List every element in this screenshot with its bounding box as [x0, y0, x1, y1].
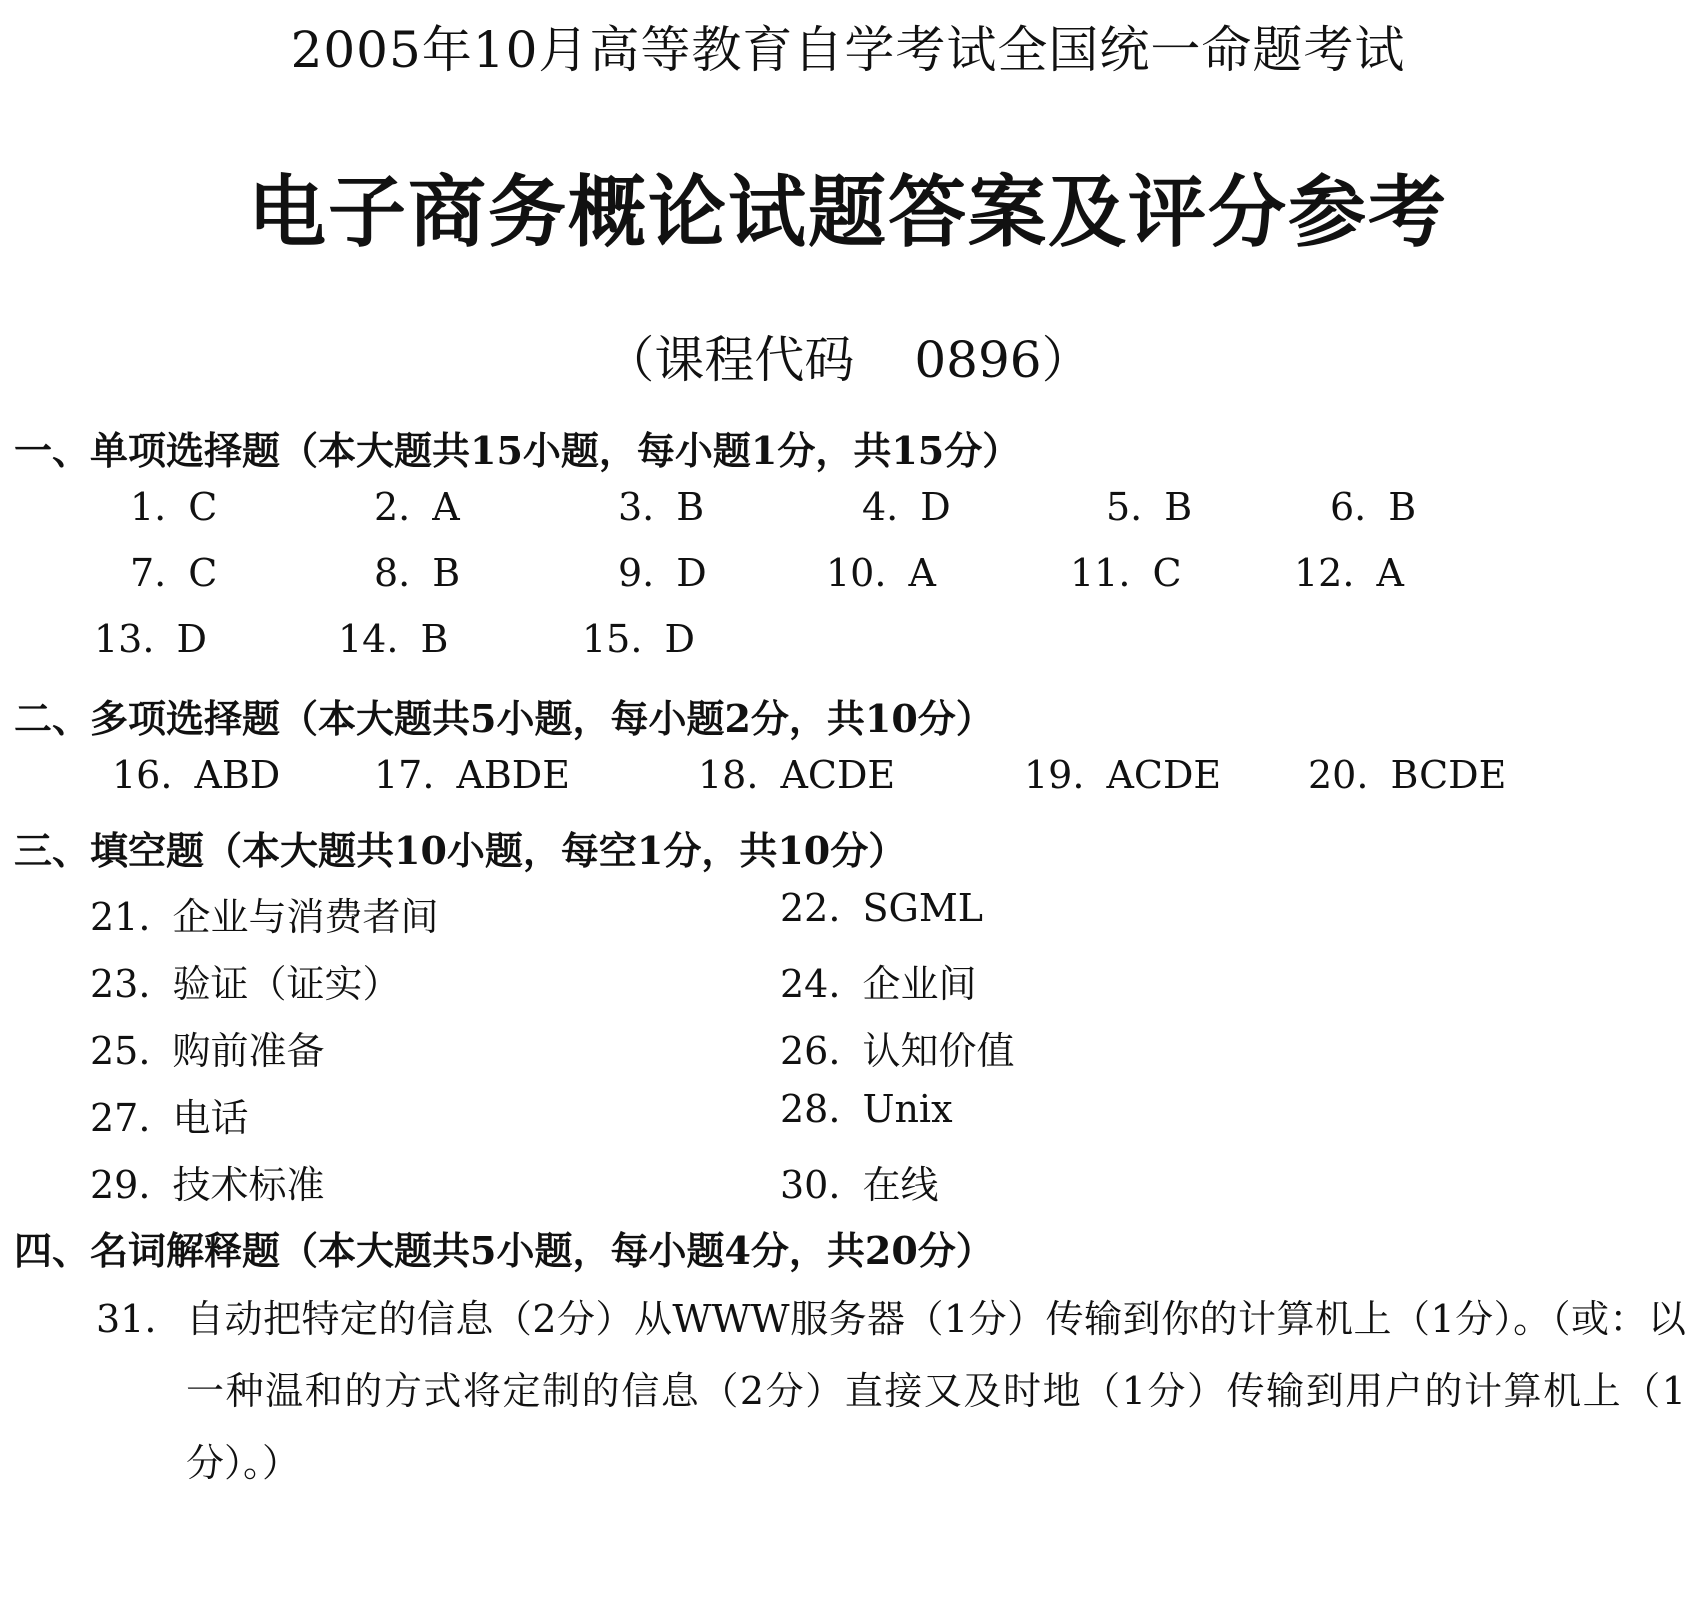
answer-number: 23.: [90, 962, 151, 1006]
answer-item: [90, 1020, 324, 1075]
answer-31: [96, 1283, 1686, 1513]
answer-item: [338, 617, 448, 661]
document-title: 电子商务概论试题答案及评分参考: [247, 167, 1448, 258]
answer-value: ACDE: [1106, 753, 1222, 797]
answer-item: [374, 551, 460, 595]
answer-text: 自动把特定的信息（2分）从WWW服务器（1分）传输到你的计算机上（1分）。（或：以一种温和的方式将定制的信息（2分）直接又及时地（1分）传输到用户的计算机上（1分）。）: [186, 1297, 1686, 1485]
answer-number: 9.: [618, 551, 655, 595]
answer-number: 5.: [1106, 485, 1143, 529]
section-2-title: 二、多项选择题（本大题共5小题，每小题2分，共10分）: [14, 696, 994, 741]
answer-value: 技术标准: [172, 1163, 325, 1207]
answer-number: 31.: [96, 1297, 157, 1341]
answer-number: 16.: [112, 753, 173, 797]
answer-item: [1070, 551, 1182, 595]
answer-number: 8.: [374, 551, 411, 595]
answer-item: [112, 753, 280, 797]
answer-number: 3.: [618, 485, 655, 529]
answer-number: 15.: [582, 617, 643, 661]
answer-value: ABD: [194, 753, 281, 797]
answer-number: 21.: [90, 895, 151, 939]
answer-item: [826, 551, 936, 595]
answer-item: [1106, 485, 1192, 529]
answer-item: [618, 485, 704, 529]
answer-value: D: [920, 485, 951, 529]
answer-number: 13.: [94, 617, 155, 661]
answer-value: C: [1152, 551, 1182, 595]
answer-number: 18.: [698, 753, 759, 797]
answer-number: 14.: [338, 617, 399, 661]
answer-number: 25.: [90, 1029, 151, 1073]
answer-value: B: [1164, 485, 1193, 529]
answer-number: 19.: [1024, 753, 1085, 797]
answer-value: ACDE: [780, 753, 896, 797]
answer-item: [618, 551, 707, 595]
answer-item: [90, 1154, 324, 1209]
section-4-title: 四、名词解释题（本大题共5小题，每小题4分，共20分）: [14, 1228, 994, 1273]
answer-number: 11.: [1070, 551, 1131, 595]
answer-number: 7.: [130, 551, 167, 595]
answer-value: 企业间: [862, 962, 977, 1006]
answer-item: [1330, 485, 1416, 529]
answer-value: B: [1388, 485, 1417, 529]
answer-number: 28.: [780, 1087, 841, 1131]
section-1-title: 一、单项选择题（本大题共15小题，每小题1分，共15分）: [14, 428, 1021, 473]
answer-item: [130, 485, 217, 529]
answer-value: SGML: [862, 886, 983, 930]
answer-item: [780, 1154, 938, 1209]
answer-value: B: [420, 617, 449, 661]
answer-number: 27.: [90, 1096, 151, 1140]
answer-number: 4.: [862, 485, 899, 529]
answer-number: 29.: [90, 1163, 151, 1207]
answer-value: 购前准备: [172, 1029, 325, 1073]
section-3-title: 三、填空题（本大题共10小题，每空1分，共10分）: [14, 828, 907, 873]
answer-item: [1294, 551, 1404, 595]
exam-header: 2005年10月高等教育自学考试全国统一命题考试: [290, 21, 1406, 79]
answer-item: [90, 1087, 248, 1142]
answer-number: 24.: [780, 962, 841, 1006]
answer-value: B: [432, 551, 461, 595]
answer-number: 22.: [780, 886, 841, 930]
answer-item: [1308, 753, 1506, 797]
answer-number: 12.: [1294, 551, 1355, 595]
answer-value: A: [432, 485, 460, 529]
answer-item: [698, 753, 895, 797]
answer-value: 电话: [172, 1096, 249, 1140]
answer-number: 20.: [1308, 753, 1369, 797]
answer-number: 26.: [780, 1029, 841, 1073]
answer-item: [94, 617, 207, 661]
answer-value: D: [176, 617, 207, 661]
course-code: [0, 320, 1696, 392]
answer-item: [1024, 753, 1221, 797]
answer-value: Unix: [862, 1087, 953, 1131]
answer-item: [780, 953, 976, 1008]
answer-number: 10.: [826, 551, 887, 595]
answer-value: 验证（证实）: [172, 962, 401, 1006]
answer-item: [780, 886, 983, 930]
course-code-label: （课程代码: [604, 331, 855, 389]
answer-item: [582, 617, 695, 661]
course-code-value: 0896）: [914, 331, 1092, 389]
answer-item: [862, 485, 951, 529]
answer-number: 17.: [374, 753, 435, 797]
answer-item: [374, 485, 460, 529]
answer-value: D: [664, 617, 695, 661]
answer-value: 在线: [862, 1163, 939, 1207]
answer-value: B: [676, 485, 705, 529]
answer-number: 2.: [374, 485, 411, 529]
answer-value: A: [1376, 551, 1404, 595]
answer-item: [90, 886, 438, 941]
answer-value: A: [908, 551, 936, 595]
answer-item: [780, 1087, 953, 1131]
answer-value: 认知价值: [862, 1029, 1015, 1073]
answer-value: C: [188, 551, 218, 595]
answer-number: 30.: [780, 1163, 841, 1207]
answer-value: D: [676, 551, 707, 595]
answer-number: 6.: [1330, 485, 1367, 529]
answer-item: [780, 1020, 1014, 1075]
answer-value: C: [188, 485, 218, 529]
answer-item: [374, 753, 570, 797]
answer-item: [90, 953, 400, 1008]
answer-value: 企业与消费者间: [172, 895, 439, 939]
answer-item: [130, 551, 217, 595]
answer-number: 1.: [130, 485, 167, 529]
answer-value: BCDE: [1390, 753, 1507, 797]
answer-value: ABDE: [456, 753, 571, 797]
